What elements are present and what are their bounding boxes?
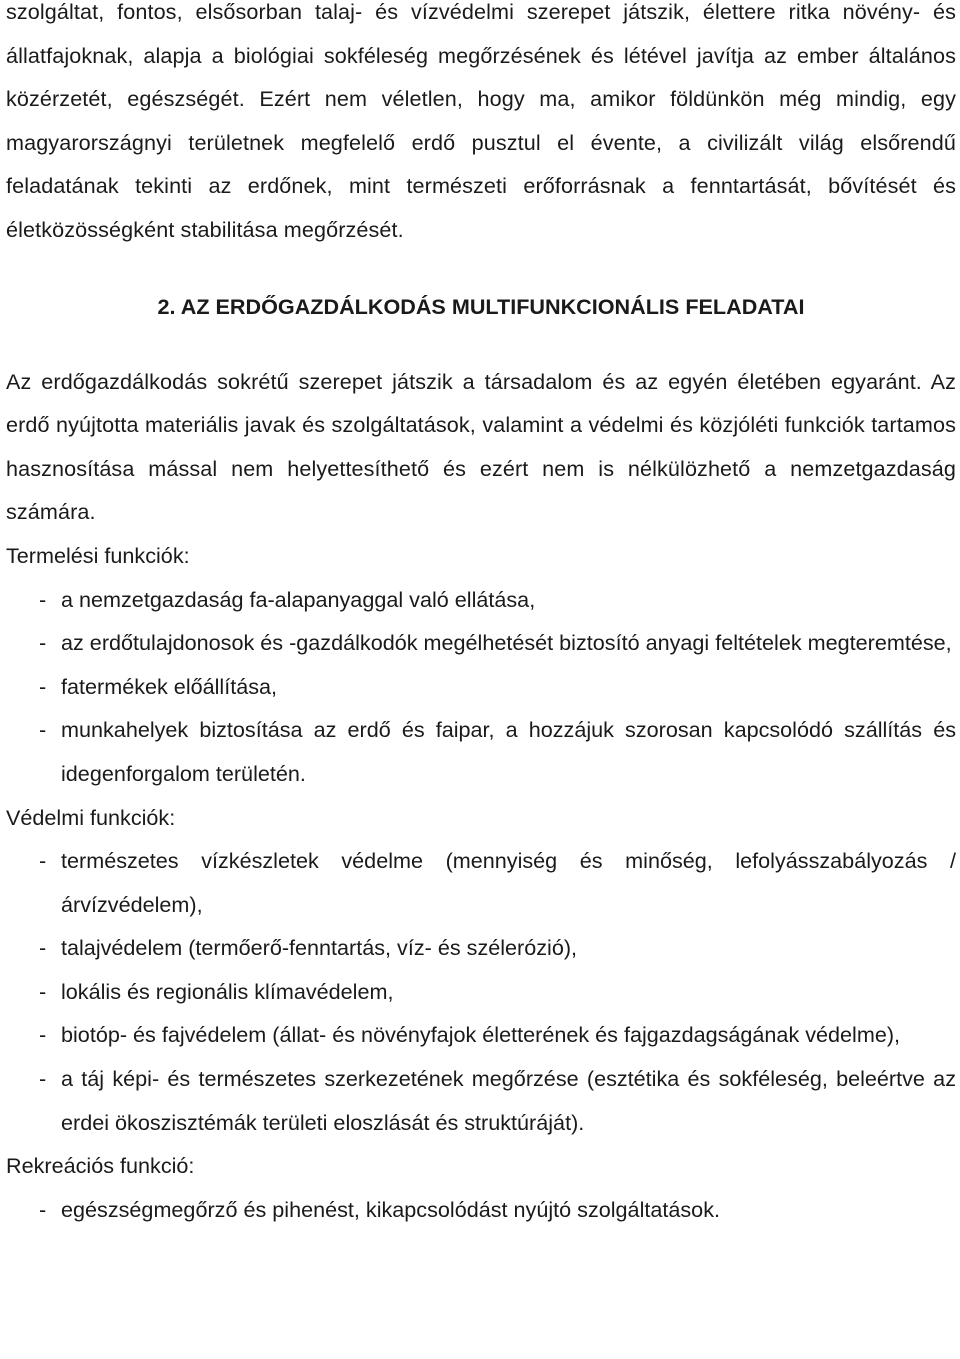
dash-marker: - [39,673,47,699]
dash-list [6,578,956,796]
dash-marker: - [39,1022,47,1048]
dash-marker: - [39,630,47,656]
dash-marker: - [39,978,47,1004]
group-title: Rekreációs funkció: [6,1153,195,1179]
section-paragraph: Az erdőgazdálkodás sokrétű szerepet játszik a társadalom és az egyén életében egyaránt. Az erdő nyújtotta materiális javak és szolgáltatások, valamint a védelmi és közjóléti funkciók tartamos hasznosítása mással nem helyettesíthető és ezért nem is nélkülözhető a nemzetgazdaság számára. [6,368,956,525]
list-item [6,621,956,665]
list-item-text: egészségmegőrző és pihenést, kikapcsolódást nyújtó szolgáltatások. [61,1196,720,1222]
list-item [6,1057,956,1144]
list-item-text: a nemzetgazdaság fa-alapanyaggal való ellátása, [61,586,536,612]
dash-list [6,839,956,1144]
list-item [6,578,956,622]
list-item-text: fatermékek előállítása, [61,673,278,699]
list-item-text: talajvédelem (termőerő-fenntartás, víz- és szélerózió), [61,935,578,961]
list-item [6,1013,956,1057]
list-item [6,926,956,970]
dash-marker: - [39,848,47,874]
list-item [6,970,956,1014]
section-heading: 2. AZ ERDŐGAZDÁLKODÁS MULTIFUNKCIONÁLIS FELADATAI [157,293,805,319]
list-item [6,1188,956,1232]
dash-marker: - [39,586,47,612]
function-group-protection [6,796,956,1145]
list-item [6,839,956,926]
document-page [6,0,956,1231]
function-group-recreation [6,1144,956,1231]
dash-marker: - [39,1066,47,1092]
group-title: Termelési funkciók: [6,542,190,568]
list-item-text: munkahelyek biztosítása az erdő és faipar, a hozzájuk szorosan kapcsolódó szállítás és idegenforgalom területén. [61,717,956,786]
dash-marker: - [39,935,47,961]
group-title: Védelmi funkciók: [6,804,176,830]
function-group-production [6,534,956,796]
list-item-text: lokális és regionális klímavédelem, [61,978,394,1004]
dash-list [6,1188,956,1232]
dash-marker: - [39,717,47,743]
dash-marker: - [39,1196,47,1222]
list-item-text: biotóp- és fajvédelem (állat- és növényfajok életterének és fajgazdagságának védelme), [61,1022,901,1048]
list-item-text: a táj képi- és természetes szerkezetének megőrzése (esztétika és sokféleség, beleértve az erdei ökoszisztémák területi eloszlását és struktúráját). [61,1066,956,1135]
list-item-text: az erdőtulajdonosok és -gazdálkodók megélhetését biztosító anyagi feltételek megteremtése, [61,630,952,656]
list-item [6,665,956,709]
list-item [6,708,956,795]
intro-paragraph: szolgáltat, fontos, elsősorban talaj- és vízvédelmi szerepet játszik, élettere ritka növény- és állatfajoknak, alapja a biológiai sokféleség megőrzésének és létével javítja az ember általános közérzetét, egészségét. Ezért nem véletlen, hogy ma, amikor földünkön még mindig, egy magyarországnyi területnek megfelelő erdő pusztul el évente, a civilizált világ elsőrendű feladatának tekinti az erdőnek, mint természeti erőforrásnak a fenntartását, bővítését és életközösségként stabilitása megőrzését. [6,0,956,242]
list-item-text: természetes vízkészletek védelme (mennyiség és minőség, lefolyásszabályozás /árvízvédelem), [61,848,956,917]
